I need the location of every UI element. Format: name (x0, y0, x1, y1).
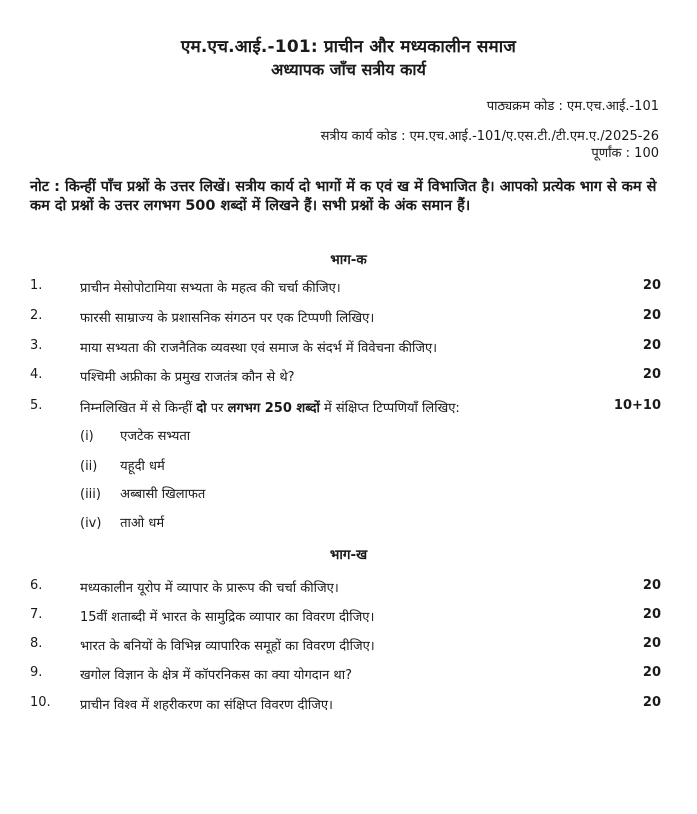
question-item (0, 695, 697, 715)
question-text: प्राचीन मेसोपोटामिया सभ्यता के महत्व की चर्चा कीजिए। (80, 281, 341, 296)
assignment-code: सत्रीय कार्य कोड : एम.एच.आई.-101/ए.एस.टी./टी.एम.ए./2025-26 (320, 129, 659, 144)
question-marks: 20 (642, 367, 661, 382)
sub-question-text: ताओ धर्म (120, 516, 165, 531)
question-number: 9. (30, 665, 43, 680)
sub-question-item (80, 484, 205, 502)
question-item (0, 338, 697, 358)
course-code: पाठ्यक्रम कोड : एम.एच.आई.-101 (486, 99, 659, 114)
question-marks: 20 (642, 578, 661, 593)
question-number: 6. (30, 578, 43, 593)
section-a-heading: भाग-क (330, 252, 367, 268)
sub-question-item (80, 426, 190, 444)
instructions-note (30, 178, 670, 216)
question-text: मध्यकालीन यूरोप में व्यापार के प्रारूप की चर्चा कीजिए। (80, 581, 339, 596)
question-text: भारत के बनियों के विभिन्न व्यापारिक समूहों का विवरण दीजिए। (80, 639, 375, 654)
question-marks: 10+10 (613, 398, 661, 413)
question-number: 8. (30, 636, 43, 651)
question-number: 10. (30, 695, 51, 710)
q5-text-post: में संक्षिप्त टिप्पणियाँ लिखिए: (319, 401, 460, 416)
question-item (0, 665, 697, 685)
question-number: 2. (30, 308, 43, 323)
note-text: किन्हीं पाँच प्रश्नों के उत्तर लिखें। सत्रीय कार्य दो भागों में क एवं ख में विभाजित है। आपको प्रत्येक भाग से कम से कम दो प्रश्नों के उत्तर लगभग 500 शब्दों में लिखने हैं। सभी प्रश्नों के अंक समान हैं। (30, 179, 657, 214)
q5-text-bold-words: लगभग 250 शब्दों (227, 401, 320, 416)
document-title: एम.एच.आई.-101: प्राचीन और मध्यकालीन समाज (180, 37, 517, 57)
sub-question-text: अब्बासी खिलाफत (120, 487, 206, 502)
question-item (0, 578, 697, 598)
q5-text-mid: पर (206, 401, 228, 416)
sub-question-roman: (i) (80, 429, 94, 444)
question-number: 7. (30, 607, 43, 622)
sub-question-roman: (iii) (80, 487, 101, 502)
question-text: खगोल विज्ञान के क्षेत्र में कॉपरनिकस का क्या योगदान था? (80, 668, 352, 683)
question-text: प्राचीन विश्व में शहरीकरण का संक्षिप्त विवरण दीजिए। (80, 698, 333, 713)
total-marks: पूर्णांक : 100 (591, 146, 659, 161)
question-number: 3. (30, 338, 43, 353)
sub-question-item (80, 456, 165, 474)
question-marks: 20 (642, 308, 661, 323)
question-item (0, 367, 697, 387)
question-item (0, 607, 697, 627)
question-item (0, 278, 697, 298)
section-b-heading: भाग-ख (329, 547, 368, 563)
question-text: 15वीं शताब्दी में भारत के सामुद्रिक व्यापार का विवरण दीजिए। (80, 610, 375, 625)
question-number: 4. (30, 367, 43, 382)
sub-question-roman: (iv) (80, 516, 102, 531)
question-text: पश्चिमी अफ्रीका के प्रमुख राजतंत्र कौन से थे? (80, 370, 295, 385)
question-marks: 20 (642, 338, 661, 353)
question-text: फारसी साम्राज्य के प्रशासनिक संगठन पर एक टिप्पणी लिखिए। (80, 311, 375, 326)
question-text (80, 398, 460, 416)
question-number: 5. (30, 398, 43, 413)
question-marks: 20 (642, 278, 661, 293)
document-subtitle: अध्यापक जाँच सत्रीय कार्य (271, 60, 426, 79)
sub-question-text: एजटेक सभ्यता (120, 429, 191, 444)
q5-text-bold-count: दो (196, 401, 207, 416)
sub-question-text: यहूदी धर्म (120, 459, 165, 474)
q5-text-pre: निम्नलिखित में से किन्हीं (80, 401, 197, 416)
question-item (0, 308, 697, 328)
question-marks: 20 (642, 665, 661, 680)
question-text: माया सभ्यता की राजनैतिक व्यवस्था एवं समाज के संदर्भ में विवेचना कीजिए। (80, 341, 438, 356)
note-label: नोट : (30, 179, 60, 195)
question-item (0, 636, 697, 656)
sub-question-item (80, 513, 164, 531)
question-item (0, 398, 697, 418)
question-marks: 20 (642, 607, 661, 622)
question-marks: 20 (642, 695, 661, 710)
sub-question-roman: (ii) (80, 459, 98, 474)
question-number: 1. (30, 278, 43, 293)
question-marks: 20 (642, 636, 661, 651)
